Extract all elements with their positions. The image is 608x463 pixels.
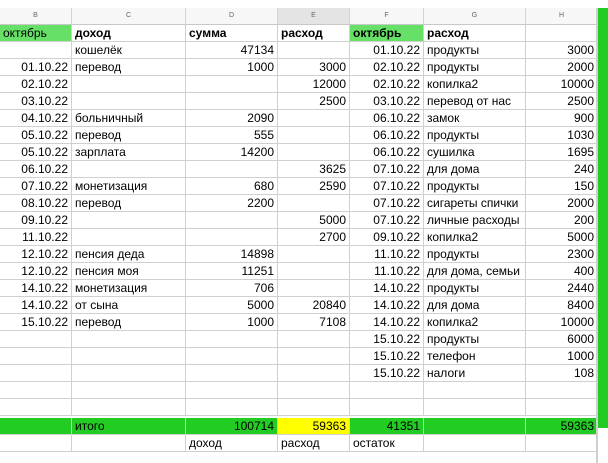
cell-right-total[interactable]: 59363 — [526, 418, 598, 435]
table-row — [0, 93, 598, 110]
cell-c[interactable] — [72, 348, 186, 365]
cell-f[interactable]: 02.10.22 — [350, 76, 424, 93]
cell-f[interactable]: 07.10.22 — [350, 178, 424, 195]
cell-d[interactable]: 14898 — [186, 246, 278, 263]
cell-d[interactable]: 5000 — [186, 297, 278, 314]
table-row — [0, 399, 598, 416]
cell-e[interactable]: 12000 — [278, 76, 350, 93]
cell-d[interactable]: 2090 — [186, 110, 278, 127]
cell-f[interactable] — [350, 399, 424, 416]
cell-footer-b[interactable] — [0, 435, 72, 452]
cell-e[interactable]: 20840 — [278, 297, 350, 314]
column-header-h[interactable]: H — [526, 8, 598, 24]
table-row — [0, 42, 598, 59]
cell-e[interactable] — [278, 127, 350, 144]
cell-h[interactable]: 3000 — [526, 42, 598, 59]
cell-h[interactable]: 10000 — [526, 76, 598, 93]
table-row — [0, 280, 598, 297]
cell-g[interactable]: копилка2 — [424, 76, 526, 93]
cell-c[interactable]: перевод — [72, 127, 186, 144]
cell-h[interactable] — [526, 382, 598, 399]
cell-d[interactable]: 706 — [186, 280, 278, 297]
cell-e[interactable] — [278, 263, 350, 280]
cell-d[interactable] — [186, 212, 278, 229]
cell-b[interactable]: 09.10.22 — [0, 212, 72, 229]
cell-e[interactable] — [278, 348, 350, 365]
cell-h[interactable]: 1030 — [526, 127, 598, 144]
cell-d[interactable] — [186, 229, 278, 246]
table-row — [0, 246, 598, 263]
cell-g[interactable]: продукты — [424, 42, 526, 59]
cell-d[interactable] — [186, 365, 278, 382]
cell-f[interactable]: 07.10.22 — [350, 161, 424, 178]
cell-e[interactable]: 2500 — [278, 93, 350, 110]
cell-footer-h[interactable] — [526, 435, 598, 452]
cell-e[interactable]: 2590 — [278, 178, 350, 195]
cell-d[interactable]: 2200 — [186, 195, 278, 212]
column-header-b[interactable]: B — [0, 8, 72, 24]
cell-b[interactable] — [0, 331, 72, 348]
cell-f[interactable]: 11.10.22 — [350, 263, 424, 280]
cell-g[interactable]: продукты — [424, 280, 526, 297]
cell-h[interactable] — [526, 399, 598, 416]
cell-b[interactable]: 11.10.22 — [0, 229, 72, 246]
cell-f[interactable]: 06.10.22 — [350, 127, 424, 144]
cell-c[interactable]: монетизация — [72, 280, 186, 297]
footer-row — [0, 435, 598, 452]
cell-h[interactable]: 8400 — [526, 297, 598, 314]
cell-expense-right-header[interactable]: расход — [424, 25, 526, 42]
cell-footer-balance[interactable]: остаток — [350, 435, 424, 452]
cell-c[interactable] — [72, 76, 186, 93]
cell-footer-g[interactable] — [424, 435, 526, 452]
cell-total-label[interactable]: итого — [72, 418, 186, 435]
cell-e[interactable] — [278, 399, 350, 416]
cell-d[interactable]: 47134 — [186, 42, 278, 59]
cell-b[interactable]: 05.10.22 — [0, 127, 72, 144]
table-row — [0, 76, 598, 93]
column-header-d[interactable]: D — [186, 8, 278, 24]
column-header-e[interactable]: E — [278, 8, 350, 24]
cell-f[interactable]: 15.10.22 — [350, 365, 424, 382]
cell-e[interactable] — [278, 42, 350, 59]
cell-d[interactable] — [186, 93, 278, 110]
cell-expense-total[interactable]: 59363 — [278, 418, 350, 435]
cell-g[interactable]: продукты — [424, 178, 526, 195]
cell-h[interactable]: 1000 — [526, 348, 598, 365]
table-row — [0, 297, 598, 314]
cell-b[interactable]: 01.10.22 — [0, 59, 72, 76]
cell-b[interactable]: 07.10.22 — [0, 178, 72, 195]
cell-e[interactable] — [278, 144, 350, 161]
cell-h[interactable]: 108 — [526, 365, 598, 382]
cell-b[interactable]: 14.10.22 — [0, 297, 72, 314]
cell-g[interactable]: продукты — [424, 59, 526, 76]
cell-c[interactable] — [72, 93, 186, 110]
cell-footer-c[interactable] — [72, 435, 186, 452]
cell-g[interactable]: продукты — [424, 246, 526, 263]
cell-h[interactable]: 1695 — [526, 144, 598, 161]
cell-footer-expense[interactable]: расход — [278, 435, 350, 452]
cell-c[interactable] — [72, 399, 186, 416]
cell-sum-header[interactable]: сумма — [186, 25, 278, 42]
cell-f[interactable]: 14.10.22 — [350, 297, 424, 314]
green-column-strip — [598, 8, 608, 428]
cell-balance[interactable]: 41351 — [350, 418, 424, 435]
table-row — [0, 178, 598, 195]
table-row — [0, 263, 598, 280]
cell-f[interactable]: 09.10.22 — [350, 229, 424, 246]
cell-g[interactable]: копилка2 — [424, 229, 526, 246]
cell-h[interactable]: 2000 — [526, 59, 598, 76]
table-row — [0, 110, 598, 127]
cell-d[interactable]: 11251 — [186, 263, 278, 280]
cell-f[interactable]: 15.10.22 — [350, 331, 424, 348]
cell-d[interactable]: 555 — [186, 127, 278, 144]
cell-b[interactable]: 05.10.22 — [0, 144, 72, 161]
cell-b[interactable]: 14.10.22 — [0, 280, 72, 297]
cell-income-total[interactable]: 100714 — [186, 418, 278, 435]
cell-total-b[interactable] — [0, 418, 72, 435]
cell-c[interactable]: зарплата — [72, 144, 186, 161]
cell-c[interactable]: от сына — [72, 297, 186, 314]
cell-b[interactable]: 02.10.22 — [0, 76, 72, 93]
cell-c[interactable] — [72, 331, 186, 348]
total-row — [0, 418, 598, 435]
cell-d[interactable] — [186, 348, 278, 365]
cell-c[interactable]: перевод — [72, 314, 186, 331]
cell-month-left[interactable]: октябрь — [0, 25, 72, 42]
cell-c[interactable]: пенсия деда — [72, 246, 186, 263]
cell-b[interactable] — [0, 42, 72, 59]
table-row — [0, 212, 598, 229]
table-row — [0, 314, 598, 331]
cell-b[interactable] — [0, 382, 72, 399]
cell-c[interactable] — [72, 212, 186, 229]
cell-f[interactable]: 07.10.22 — [350, 212, 424, 229]
cell-e[interactable]: 3000 — [278, 59, 350, 76]
cell-c[interactable]: кошелёк — [72, 42, 186, 59]
cell-d[interactable]: 14200 — [186, 144, 278, 161]
cell-e[interactable] — [278, 280, 350, 297]
table-row — [0, 348, 598, 365]
cell-f[interactable]: 01.10.22 — [350, 42, 424, 59]
cell-h[interactable]: 10000 — [526, 314, 598, 331]
cell-b[interactable]: 08.10.22 — [0, 195, 72, 212]
cell-b[interactable]: 15.10.22 — [0, 314, 72, 331]
cell-e[interactable] — [278, 331, 350, 348]
cell-e[interactable]: 3625 — [278, 161, 350, 178]
cell-f[interactable]: 14.10.22 — [350, 280, 424, 297]
cell-e[interactable] — [278, 365, 350, 382]
cell-h[interactable]: 2300 — [526, 246, 598, 263]
cell-f[interactable]: 06.10.22 — [350, 144, 424, 161]
cell-f[interactable]: 03.10.22 — [350, 93, 424, 110]
cell-g[interactable]: для дома — [424, 297, 526, 314]
cell-f[interactable]: 06.10.22 — [350, 110, 424, 127]
cell-c[interactable] — [72, 365, 186, 382]
cell-b[interactable] — [0, 365, 72, 382]
cell-d[interactable] — [186, 382, 278, 399]
cell-e[interactable] — [278, 246, 350, 263]
cell-e[interactable]: 2700 — [278, 229, 350, 246]
cell-b[interactable] — [0, 399, 72, 416]
cell-g[interactable]: замок — [424, 110, 526, 127]
cell-g[interactable]: продукты — [424, 331, 526, 348]
cell-f[interactable]: 11.10.22 — [350, 246, 424, 263]
cell-d[interactable]: 1000 — [186, 314, 278, 331]
table-row — [0, 365, 598, 382]
cell-b[interactable] — [0, 348, 72, 365]
column-header-f[interactable]: F — [350, 8, 424, 24]
cell-d[interactable]: 680 — [186, 178, 278, 195]
cell-f[interactable]: 14.10.22 — [350, 314, 424, 331]
cell-g[interactable]: копилка2 — [424, 314, 526, 331]
cell-d[interactable] — [186, 161, 278, 178]
cell-d[interactable] — [186, 76, 278, 93]
table-row — [0, 382, 598, 399]
cell-footer-income[interactable]: доход — [186, 435, 278, 452]
cell-c[interactable]: перевод — [72, 195, 186, 212]
cell-d[interactable] — [186, 399, 278, 416]
cell-h[interactable]: 400 — [526, 263, 598, 280]
cell-g[interactable]: продукты — [424, 127, 526, 144]
cell-month-right[interactable]: октябрь — [350, 25, 424, 42]
cell-h[interactable]: 240 — [526, 161, 598, 178]
cell-c[interactable] — [72, 382, 186, 399]
cell-h[interactable]: 900 — [526, 110, 598, 127]
cell-h[interactable]: 2000 — [526, 195, 598, 212]
cell-c[interactable]: больничный — [72, 110, 186, 127]
cell-expense-header[interactable]: расход — [278, 25, 350, 42]
cell-c[interactable] — [72, 161, 186, 178]
cell-e[interactable] — [278, 382, 350, 399]
table-row — [0, 331, 598, 348]
cell-b[interactable]: 03.10.22 — [0, 93, 72, 110]
cell-g[interactable]: налоги — [424, 365, 526, 382]
cell-f[interactable]: 15.10.22 — [350, 348, 424, 365]
cell-c[interactable] — [72, 229, 186, 246]
cell-c[interactable]: пенсия моя — [72, 263, 186, 280]
cell-b[interactable]: 04.10.22 — [0, 110, 72, 127]
cell-g[interactable]: сушилка — [424, 144, 526, 161]
cell-c[interactable]: перевод — [72, 59, 186, 76]
cell-h[interactable]: 2500 — [526, 93, 598, 110]
cell-g[interactable]: сигареты спички — [424, 195, 526, 212]
cell-c[interactable]: монетизация — [72, 178, 186, 195]
column-header-c[interactable]: C — [72, 8, 186, 24]
cell-total-g[interactable] — [424, 418, 526, 435]
column-header-g[interactable]: G — [424, 8, 526, 24]
cell-b[interactable]: 12.10.22 — [0, 246, 72, 263]
column-header-row — [0, 8, 598, 25]
cell-h[interactable]: 200 — [526, 212, 598, 229]
cell-g[interactable]: личные расходы — [424, 212, 526, 229]
cell-g[interactable]: для дома, семьи — [424, 263, 526, 280]
cell-h[interactable]: 150 — [526, 178, 598, 195]
cell-f[interactable]: 07.10.22 — [350, 195, 424, 212]
cell-e[interactable]: 7108 — [278, 314, 350, 331]
cell-g[interactable]: для дома — [424, 161, 526, 178]
cell-d[interactable] — [186, 331, 278, 348]
cell-e[interactable] — [278, 110, 350, 127]
cell-g[interactable] — [424, 399, 526, 416]
cell-e[interactable]: 5000 — [278, 212, 350, 229]
cell-h-header[interactable] — [526, 25, 598, 42]
cell-g[interactable]: телефон — [424, 348, 526, 365]
header-row — [0, 25, 598, 42]
cell-h[interactable]: 2440 — [526, 280, 598, 297]
cell-h[interactable]: 6000 — [526, 331, 598, 348]
table-row — [0, 127, 598, 144]
cell-income-header[interactable]: доход — [72, 25, 186, 42]
cell-f[interactable] — [350, 382, 424, 399]
table-row — [0, 161, 598, 178]
cell-f[interactable]: 02.10.22 — [350, 59, 424, 76]
cell-b[interactable]: 12.10.22 — [0, 263, 72, 280]
cell-g[interactable]: перевод от нас — [424, 93, 526, 110]
cell-e[interactable] — [278, 195, 350, 212]
table-row — [0, 195, 598, 212]
cell-g[interactable] — [424, 382, 526, 399]
table-row — [0, 229, 598, 246]
cell-h[interactable]: 5000 — [526, 229, 598, 246]
table-row — [0, 144, 598, 161]
cell-d[interactable]: 1000 — [186, 59, 278, 76]
cell-b[interactable]: 06.10.22 — [0, 161, 72, 178]
table-row — [0, 59, 598, 76]
